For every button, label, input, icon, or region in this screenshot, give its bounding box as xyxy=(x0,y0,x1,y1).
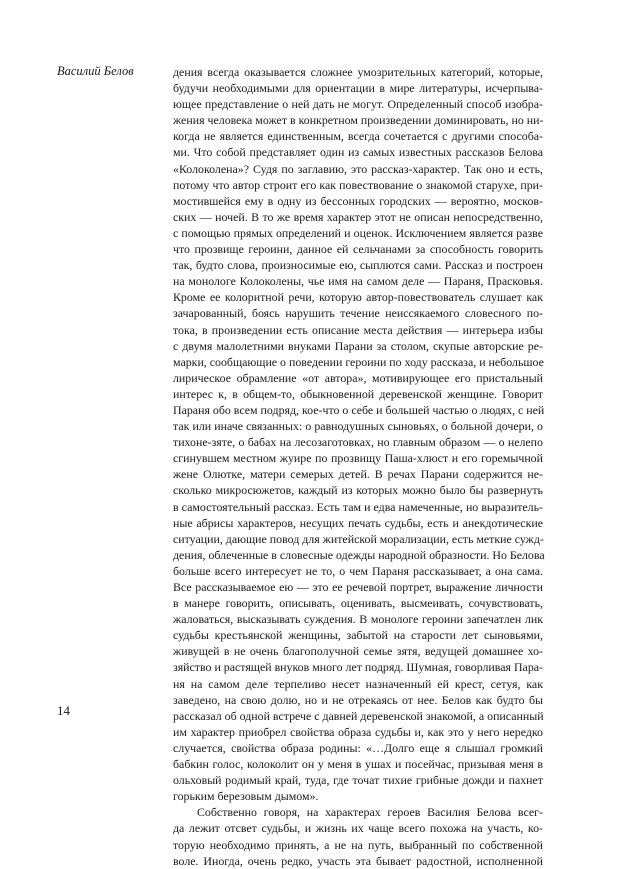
text-line: марки, сообщающие о поведении героини по ходу рассказа, и небольшое xyxy=(173,354,544,369)
text-line: торую необходимо принять, а не на путь, выбранный по собственной xyxy=(173,837,543,852)
text-line: случается, свойства образа родины: «…Долго еще я слышал громкий xyxy=(173,740,543,755)
text-line: потому что автор строит его как повествование о знакомой старухе, при- xyxy=(173,177,543,192)
text-line: что прозвище героини, данное ей сельчанами за способность говорить xyxy=(173,242,543,257)
text-line: ских — ночей. В то же время характер этот не описан непосредственно, xyxy=(173,209,543,224)
text-line: жаловаться, высказывать суждения. В монологе героини запечатлен лик xyxy=(173,612,543,627)
text-line: ольховый родимый край, туда, где точат тихие грибные дожди и пахнет xyxy=(173,773,543,788)
text-line: заведено, на свою долю, но и не отрекаясь от нее. Белов как будто бы xyxy=(173,692,543,707)
text-line: живущей в не очень благополучной семье зятя, ведущей домашнее хо- xyxy=(173,644,543,659)
text-line: в самостоятельный рассказ. Есть там и едва намеченные, но выразитель- xyxy=(173,499,543,514)
text-line: дения, облеченные в словесные одежды народной образности. Но Белова xyxy=(173,547,545,562)
text-line: дения всегда оказывается сложнее умозрительных категорий, которые, xyxy=(173,65,543,79)
text-line: зачарованный, боясь нарушить течение неиссякаемого словесного по- xyxy=(173,306,543,321)
page-number: 14 xyxy=(57,703,70,718)
paragraph-2 xyxy=(173,804,543,868)
text-line: тихоне-зяте, о бабах на лесозаготовках, но главным образом — о нелепо xyxy=(173,435,543,450)
text-line: в манере говорить, описывать, оценивать, высмеивать, сочувствовать, xyxy=(173,596,543,611)
text-line: с помощью прямых определений и оценок. Исключением является разве xyxy=(173,225,543,240)
text-line: ня на самом деле терпеливо несет назначенный ей крест, сетуя, как xyxy=(173,676,543,691)
text-line: ми. Что собой представляет один из самых известных рассказов Белова xyxy=(173,145,543,160)
text-line: на монологе Колоколены, чье имя на самом деле — Параня, Прасковья. xyxy=(173,274,543,289)
text-line: Все рассказываемое ею — это ее речевой портрет, выражение личности xyxy=(173,580,543,594)
text-line: судьбы крестьянской женщины, забытой на старости лет сыновьями, xyxy=(173,628,543,643)
text-line: сгинувшем местном жуире по прозвищу Паша-хлюст и его горемычной xyxy=(173,451,543,466)
text-line: рассказал об одной встрече с давней деревенской знакомой, а описанный xyxy=(173,708,544,723)
text-line: жене Олютке, матери семерых детей. В речах Парани содержится не- xyxy=(173,467,543,482)
text-line: «Колоколена»? Судя по заглавию, это рассказ-характер. Так оно и есть, xyxy=(173,161,543,176)
text-line: сколько микросюжетов, каждый из которых можно было бы развернуть xyxy=(173,483,543,498)
body-text xyxy=(173,64,543,869)
text-line: больше всего интересует не то, о чем Параня рассказывает, а она сама. xyxy=(173,563,543,578)
text-line: воле. Иногда, очень редко, участь эта бывает радостной, исполненной xyxy=(173,853,543,868)
text-line: так или иначе связанных: о равнодушных сыновьях, о больной дочери, о xyxy=(173,419,543,434)
paragraph-1 xyxy=(173,64,543,804)
text-line: ющее представление о ней дать не могут. Определенный способ изобра- xyxy=(173,97,543,112)
text-line: им характер приобрел свойства образа судьбы и, как это у него нередко xyxy=(173,724,543,739)
text-line: Собственно говоря, на характерах героев Василия Белова всег- xyxy=(197,805,543,820)
text-line: бабкин голос, колоколит он у меня в ушах и посейчас, призывая меня в xyxy=(173,757,543,772)
text-line: Параня обо всем подряд, кое-что о себе и большей частью о людях, с ней xyxy=(173,402,545,417)
text-line: когда не является единственным, всегда сочетается с другими способа- xyxy=(173,129,543,144)
text-line: горьким березовым дымом». xyxy=(173,789,319,804)
text-line: лирическое обрамление «от автора», мотивирующее его пристальный xyxy=(173,370,543,385)
text-line: Кроме ее колоритной речи, которую автор-повествователь слушает как xyxy=(173,290,543,305)
text-line: ситуации, дающие повод для житейской морализации, есть меткие сужд- xyxy=(173,531,544,546)
text-line: будучи необходимыми для ориентации в мире литературы, исчерпыва- xyxy=(173,81,543,96)
text-line: тока, в произведении есть описание места действия — интерьера избы xyxy=(173,322,543,337)
text-line: ные абрисы характеров, несущих печать судьбы, есть и анекдотические xyxy=(173,515,543,530)
text-line: зяйство и растящей внуков много лет подряд. Шумная, говорливая Пара- xyxy=(173,660,544,675)
text-line: интерес к, в общем-то, обыкновенной деревенской женщине. Говорит xyxy=(173,386,543,401)
text-line: жения человека может в конкретном произведении доминировать, но ни- xyxy=(173,113,544,128)
text-line: мостившейся ему в одну из бессонных городских — вероятно, москов- xyxy=(173,193,543,208)
text-line: так, будто слова, произносимые ею, сыплются сами. Рассказ и построен xyxy=(173,258,543,273)
running-head-author: Василий Белов xyxy=(57,64,134,78)
text-line: с двумя малолетними внуками Парани за столом, скупые авторские ре- xyxy=(173,338,543,353)
text-line: да лежит отсвет судьбы, и жизнь их чаще всего похожа на участь, ко- xyxy=(173,821,543,836)
